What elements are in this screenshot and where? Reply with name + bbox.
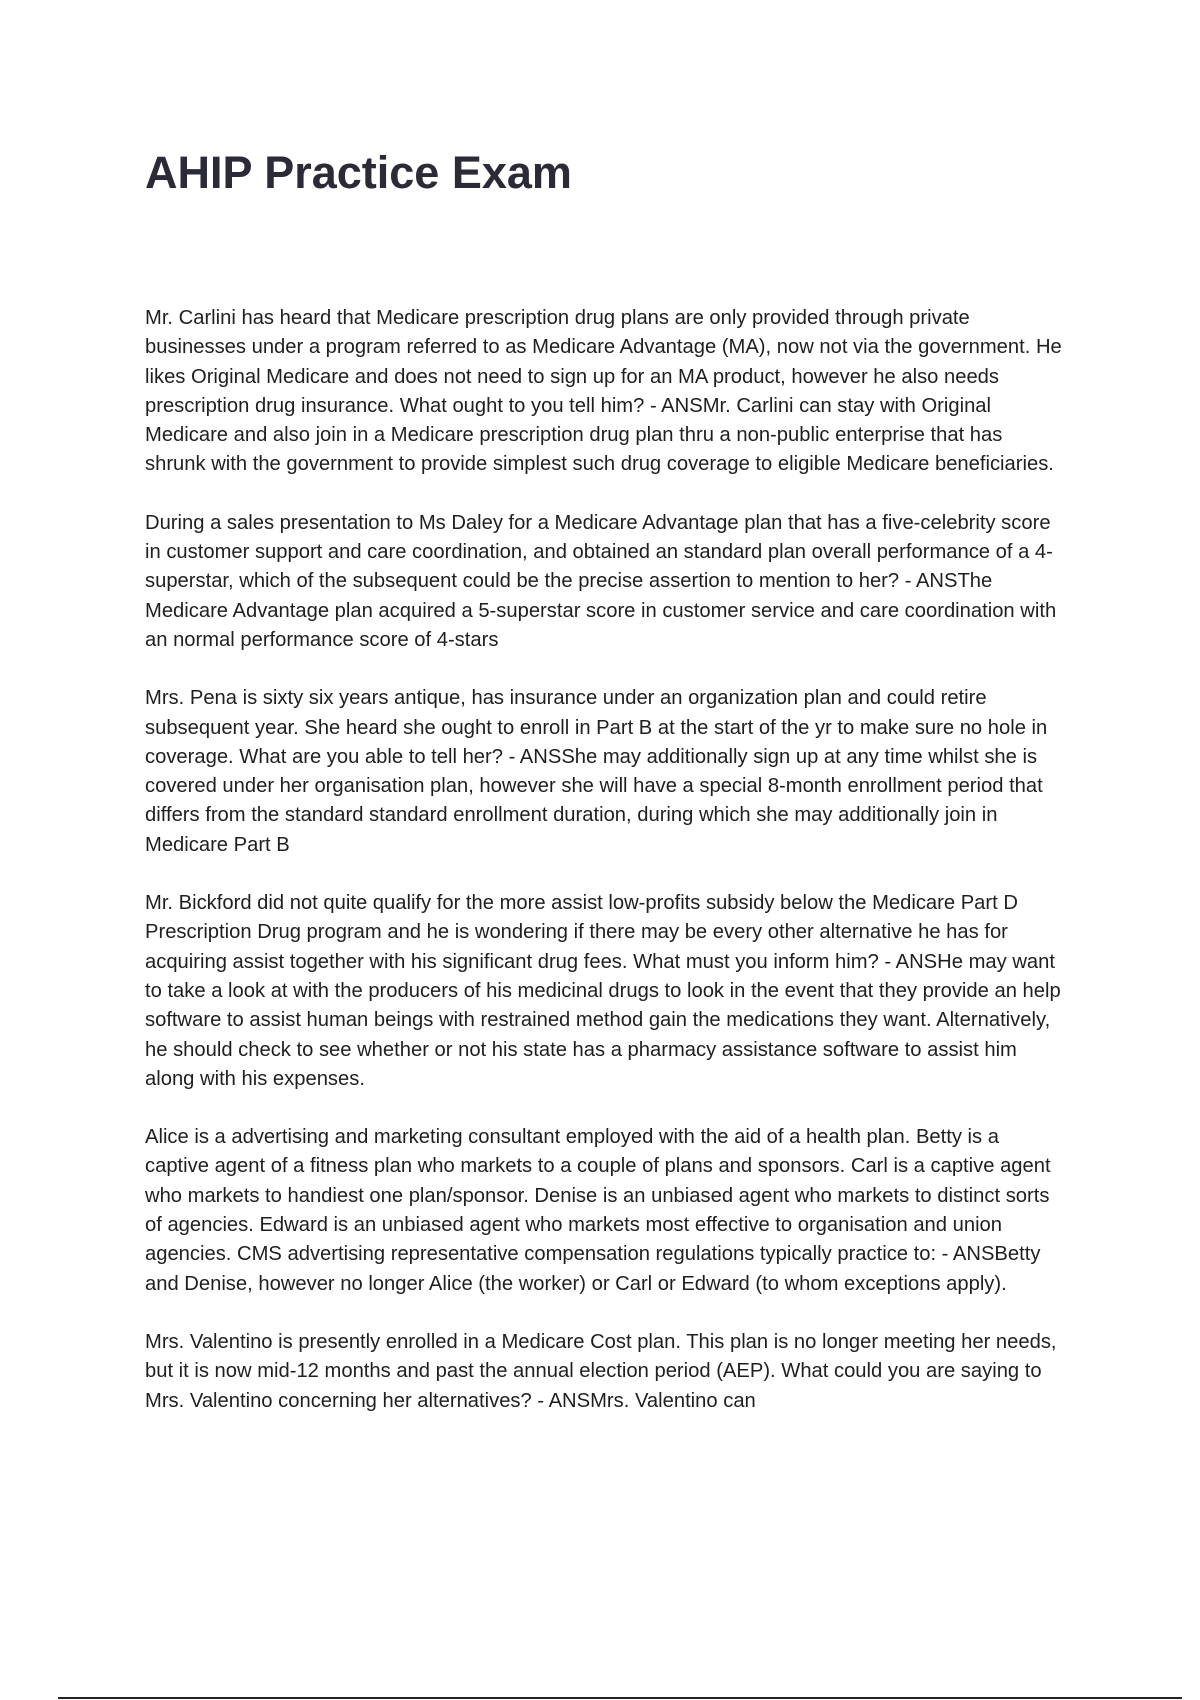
question-text: Alice is a advertising and marketing consultant employed with the aid of a health plan. Betty is a captive agent of a fitness plan who markets to a couple of plans and sponsors. Carl is a captive agent who markets to handiest one plan/sponsor. Denise is an unbiased agent who markets to distinct sorts of agencies. Edward is an unbiased agent who markets most effective to organisation and union agencies. CMS advertising representative compensation regulations typically practice to: - ANS bbox=[145, 1126, 1051, 1266]
answer-text: Mrs. Valentino can bbox=[590, 1389, 756, 1412]
question-item bbox=[145, 889, 1063, 1094]
page-title: AHIP Practice Exam bbox=[145, 147, 572, 198]
answer-text: Betty and Denise, however no longer Alice (the worker) or Carl or Edward (to whom exceptions apply). bbox=[145, 1243, 1041, 1295]
page-bottom-divider bbox=[58, 1697, 1182, 1699]
question-text: Mr. Bickford did not quite qualify for the more assist low-profits subsidy below the Medicare Part D Prescription Drug program and he is wondering if there may be every other alternative he has for acquiring assist together with his significant drug fees. What must you inform him? - ANS bbox=[145, 892, 1018, 973]
question-text: Mrs. Valentino is presently enrolled in a Medicare Cost plan. This plan is no longer meeting her needs, but it is now mid-12 months and past the annual election period (AEP). What could you are saying to Mrs. Valentino concerning her alternatives? - ANS bbox=[145, 1330, 1057, 1412]
question-item bbox=[145, 304, 1063, 480]
question-list bbox=[145, 304, 1063, 1445]
answer-text: Mr. Carlini can stay with Original Medicare and also join in a Medicare prescription drug plan thru a non-public enterprise that has shrunk with the government to provide simplest such drug coverage to eligible Medicare beneficiaries. bbox=[145, 394, 1054, 476]
answer-text: She may additionally sign up at any time whilst she is covered under her organisation plan, however she will have a special 8-month enrollment period that differs from the standard standard enrollment duration, during which she may additionally join in Medicare Part B bbox=[145, 745, 1043, 856]
answer-text: He may want to take a look at with the producers of his medicinal drugs to look in the event that they provide an help software to assist human beings with restrained method gain the medications they want. Alternatively, he should check to see whether or not his state has a pharmacy assistance software to assist him along with his expenses. bbox=[145, 950, 1061, 1090]
question-text: During a sales presentation to Ms Daley for a Medicare Advantage plan that has a five-celebrity score in customer support and care coordination, and obtained an standard plan overall performance of a 4-superstar, which of the subsequent could be the precise assertion to mention to her? - ANS bbox=[145, 511, 1053, 593]
question-text: Mrs. Pena is sixty six years antique, has insurance under an organization plan and could retire subsequent year. She heard she ought to enroll in Part B at the start of the yr to make sure no hole in coverage. What are you able to tell her? - ANS bbox=[145, 687, 1048, 768]
question-item bbox=[145, 1328, 1063, 1416]
question-item bbox=[145, 1123, 1063, 1299]
question-text: Mr. Carlini has heard that Medicare prescription drug plans are only provided through private businesses under a program referred to as Medicare Advantage (MA), now not via the government. He likes Original Medicare and does not need to sign up for an MA product, however he also needs prescription drug insurance. What ought to you tell him? - ANS bbox=[145, 307, 1062, 417]
question-item bbox=[145, 684, 1063, 860]
answer-text: The Medicare Advantage plan acquired a 5-superstar score in customer service and care coordination with an normal performance score of 4-stars bbox=[145, 570, 1057, 651]
question-item bbox=[145, 509, 1063, 655]
